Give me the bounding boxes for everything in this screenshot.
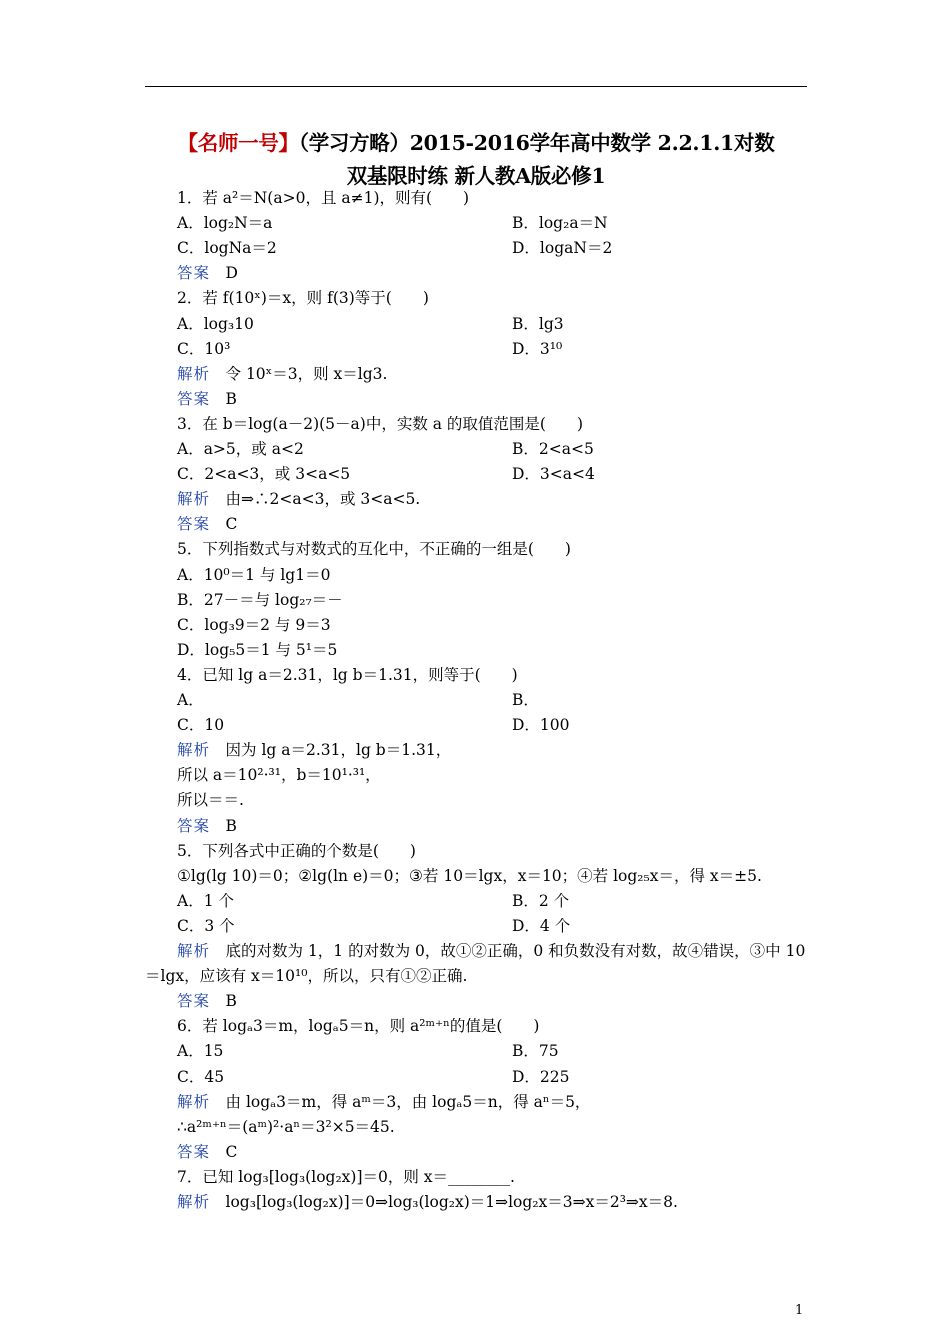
text-line	[177, 314, 254, 334]
text-line	[177, 790, 244, 810]
line-text: C．log₃9＝2 与 9＝3	[177, 616, 331, 634]
line-text: C．2<a<3，或 3<a<5	[177, 465, 351, 483]
answer-label: 答案	[177, 992, 211, 1010]
line-text: C	[210, 515, 238, 533]
text-line	[177, 288, 429, 308]
answer-label: 解析	[177, 490, 211, 508]
text-line	[177, 1041, 223, 1061]
option-right: B．75	[512, 1042, 559, 1060]
text-line	[177, 841, 416, 861]
option-right: D．4 个	[512, 917, 571, 935]
line-text: D	[210, 264, 238, 282]
option-right: D．100	[512, 716, 570, 734]
text-line	[177, 665, 518, 685]
line-text: B	[210, 992, 237, 1010]
option-right: B．	[512, 691, 539, 709]
line-text: 由 logₐ3＝m，得 aᵐ＝3，由 logₐ5＝n，得 aⁿ＝5，	[210, 1093, 591, 1111]
text-line	[177, 615, 331, 635]
text-line	[177, 1192, 678, 1212]
text-line	[177, 916, 235, 936]
option-right: D．logaN＝2	[512, 239, 613, 257]
text-line	[177, 715, 224, 735]
answer-label: 解析	[177, 741, 211, 759]
text-line	[177, 213, 272, 233]
text-line	[177, 489, 420, 509]
answer-label: 答案	[177, 264, 211, 282]
text-line	[177, 891, 234, 911]
line-text: A．1 个	[177, 892, 234, 910]
text-line	[177, 941, 805, 961]
page-number: 1	[795, 1303, 804, 1318]
answer-label: 解析	[177, 1193, 211, 1211]
text-line	[177, 590, 343, 610]
text-line	[177, 1092, 590, 1112]
answer-label: 答案	[177, 817, 211, 835]
answer-label: 答案	[177, 515, 211, 533]
text-line	[177, 1142, 237, 1162]
option-right: B．2 个	[512, 892, 570, 910]
text-line	[177, 1016, 539, 1036]
option-right: D．3<a<4	[512, 465, 595, 483]
line-text: 4．已知 lg a＝2.31，lg b＝1.31，则等于( )	[177, 666, 518, 684]
title-bracket-prefix: 【名师一号】	[177, 131, 299, 155]
answer-label: 解析	[177, 365, 211, 383]
line-text: B	[210, 390, 237, 408]
line-text: log₃[log₃(log₂x)]＝0⇒log₃(log₂x)＝1⇒log₂x＝3⇒x＝2³⇒x＝8.	[210, 1193, 678, 1211]
line-text: A．10⁰＝1 与 lg1＝0	[177, 566, 331, 584]
text-line	[177, 514, 237, 534]
answer-label: 解析	[177, 1093, 211, 1111]
text-line	[177, 765, 381, 785]
option-right: B．log₂a＝N	[512, 214, 608, 232]
option-right: B．2<a<5	[512, 440, 594, 458]
line-text: 所以＝＝.	[177, 791, 244, 809]
line-text: ＝lgx，应该有 x＝10¹⁰，所以，只有①②正确.	[145, 967, 468, 985]
line-text: 因为 lg a＝2.31，lg b＝1.31，	[210, 741, 452, 759]
document-title-line-2: 双基限时练 新人教A版必修1	[346, 164, 606, 188]
answer-label: 解析	[177, 942, 211, 960]
text-line	[177, 640, 337, 660]
line-text: 底的对数为 1，1 的对数为 0，故①②正确，0 和负数没有对数，故④错误，③中 10	[210, 942, 806, 960]
text-line	[177, 1067, 224, 1087]
line-text: 5．下列指数式与对数式的互化中，不正确的一组是( )	[177, 540, 571, 558]
line-text: 3．在 b＝log(a－2)(5－a)中，实数 a 的取值范围是( )	[177, 415, 584, 433]
line-text: A．log₃10	[177, 315, 254, 333]
document-title-line-1	[140, 126, 812, 156]
text-line	[145, 966, 467, 986]
line-text: 由⇒∴2<a<3，或 3<a<5.	[210, 490, 421, 508]
line-text: 6．若 logₐ3＝m，logₐ5＝n，则 a²ᵐ⁺ⁿ的值是( )	[177, 1017, 540, 1035]
text-line	[177, 364, 387, 384]
text-line	[177, 238, 277, 258]
option-right: B．lg3	[512, 315, 564, 333]
answer-label: 答案	[177, 1143, 211, 1161]
text-line	[177, 263, 238, 283]
line-text: A．	[177, 691, 204, 709]
text-line	[177, 464, 350, 484]
line-text: C．3 个	[177, 917, 235, 935]
text-line	[177, 1117, 395, 1137]
text-line	[177, 539, 571, 559]
line-text: ①lg(lg 10)＝0；②lg(ln e)＝0；③若 10＝lgx，x＝10；④若 log₂₅x＝，得 x＝±5.	[177, 867, 762, 885]
text-line	[177, 816, 237, 836]
text-line	[177, 188, 469, 208]
line-text: A．15	[177, 1042, 224, 1060]
option-right: D．225	[512, 1068, 570, 1086]
text-line	[177, 1167, 515, 1187]
text-line	[177, 565, 330, 585]
line-text: B．27－＝与 log₂₇＝－	[177, 591, 343, 609]
text-line	[177, 414, 583, 434]
line-text: A．a>5，或 a<2	[177, 440, 304, 458]
text-line	[177, 991, 237, 1011]
line-text: B	[210, 817, 237, 835]
line-text: 7．已知 log₃[log₃(log₂x)]＝0，则 x＝________.	[177, 1168, 515, 1186]
line-text: A．log₂N＝a	[177, 214, 273, 232]
title-line1-rest: （学习方略）2015-2016学年高中数学 2.2.1.1对数	[298, 131, 775, 155]
line-text: C．10	[177, 716, 225, 734]
text-line	[177, 690, 204, 710]
text-line	[177, 740, 451, 760]
line-text: 令 10ˣ＝3，则 x＝lg3.	[210, 365, 388, 383]
line-text: C．10³	[177, 340, 231, 358]
line-text: C．45	[177, 1068, 225, 1086]
line-text: 1．若 a²＝N(a>0，且 a≠1)，则有( )	[177, 189, 470, 207]
line-text: ∴a²ᵐ⁺ⁿ＝(aᵐ)²·aⁿ＝3²×5＝45.	[177, 1118, 395, 1136]
header-rule	[145, 86, 807, 87]
line-text: C．logNa＝2	[177, 239, 277, 257]
text-line	[177, 439, 304, 459]
line-text: C	[210, 1143, 238, 1161]
text-line	[177, 339, 230, 359]
line-text: 5．下列各式中正确的个数是( )	[177, 842, 416, 860]
text-line	[177, 389, 237, 409]
line-text: D．log₅5＝1 与 5¹＝5	[177, 641, 338, 659]
line-text: 2．若 f(10ˣ)＝x，则 f(3)等于( )	[177, 289, 429, 307]
option-right: D．3¹⁰	[512, 340, 563, 358]
answer-label: 答案	[177, 390, 211, 408]
line-text: 所以 a＝10²·³¹，b＝10¹·³¹，	[177, 766, 381, 784]
text-line	[177, 866, 762, 886]
